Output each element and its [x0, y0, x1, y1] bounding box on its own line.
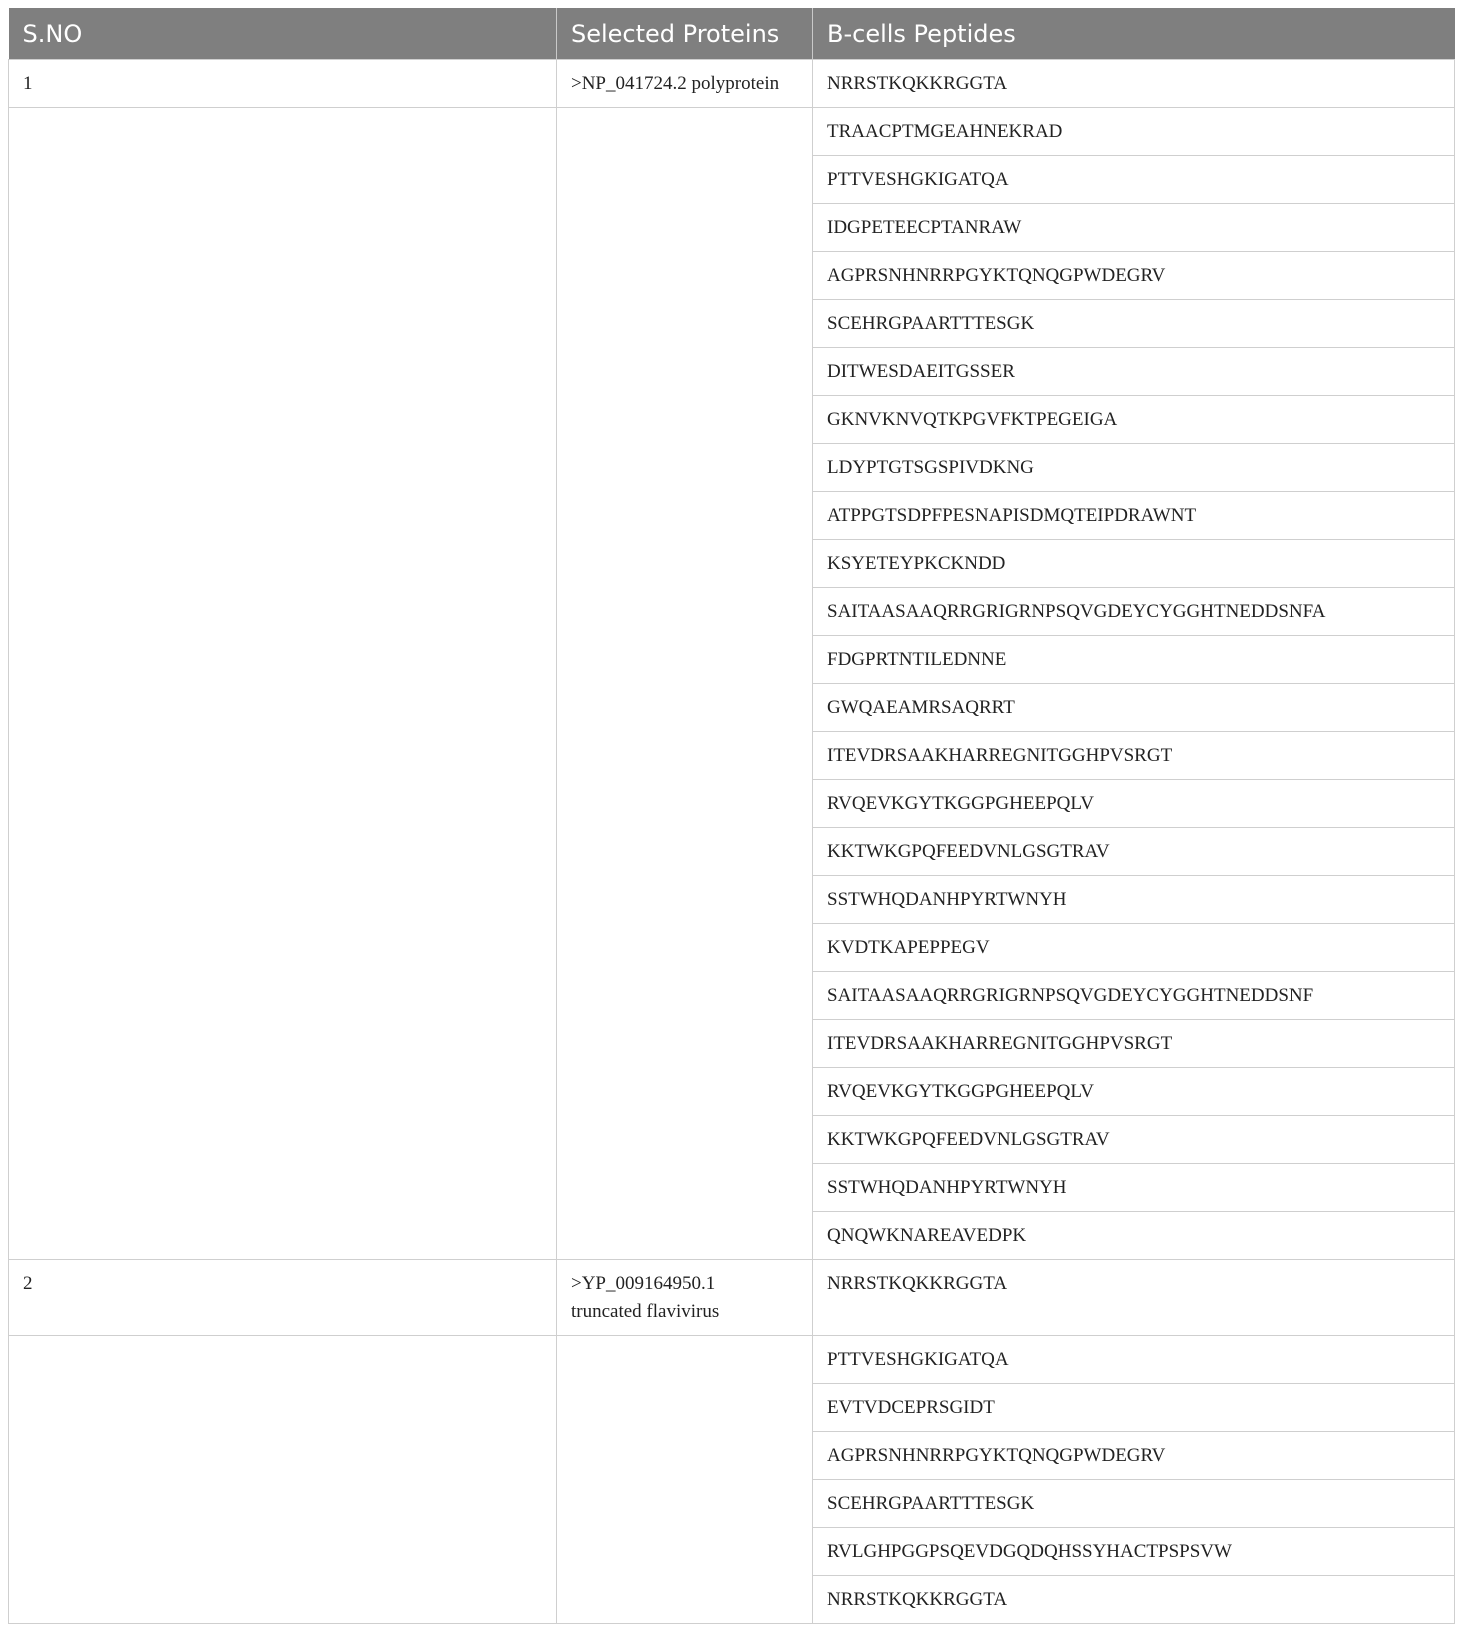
peptide-cell: SCEHRGPAARTTTESGK: [813, 1480, 1455, 1528]
protein-cell: [557, 1260, 813, 1336]
header-selected-proteins: Selected Proteins: [557, 8, 813, 60]
peptide-cell: GKNVKNVQTKPGVFKTPEGEIGA: [813, 396, 1455, 444]
peptide-cell: SSTWHQDANHPYRTWNYH: [813, 1164, 1455, 1212]
table-row: [9, 60, 1455, 108]
sno-cell: 2: [9, 1260, 557, 1336]
peptide-cell: RVLGHPGGPSQEVDGQDQHSSYHACTPSPSVW: [813, 1528, 1455, 1576]
peptide-cell: SSTWHQDANHPYRTWNYH: [813, 876, 1455, 924]
peptide-cell: KSYETEYPKCKNDD: [813, 540, 1455, 588]
peptide-cell: SCEHRGPAARTTTESGK: [813, 300, 1455, 348]
peptide-cell: AGPRSNHNRRPGYKTQNQGPWDEGRV: [813, 1432, 1455, 1480]
peptide-table-container: [8, 8, 1454, 1624]
protein-line: >YP_009164950.1: [571, 1273, 716, 1294]
header-bcell-peptides: B-cells Peptides: [813, 8, 1455, 60]
peptide-cell: SAITAASAAQRRGRIGRNPSQVGDEYCYGGHTNEDDSNF: [813, 972, 1455, 1020]
peptide-cell: ITEVDRSAAKHARREGNITGGHPVSRGT: [813, 732, 1455, 780]
peptide-cell: AGPRSNHNRRPGYKTQNQGPWDEGRV: [813, 252, 1455, 300]
protein-line: truncated flavivirus: [571, 1301, 720, 1322]
peptide-cell: NRRSTKQKKRGGTA: [813, 1260, 1455, 1336]
table-row: [9, 1260, 1455, 1336]
header-sno: S.NO: [9, 8, 557, 60]
peptide-cell: KVDTKAPEPPEGV: [813, 924, 1455, 972]
peptide-cell: FDGPRTNTILEDNNE: [813, 636, 1455, 684]
peptide-cell: ATPPGTSDPFPESNAPISDMQTEIPDRAWNT: [813, 492, 1455, 540]
peptide-cell: IDGPETEECPTANRAW: [813, 204, 1455, 252]
empty-sno-cell: [9, 108, 557, 1260]
peptide-cell: NRRSTKQKKRGGTA: [813, 1576, 1455, 1624]
table-row: [9, 1336, 1455, 1384]
empty-protein-cell: [557, 1336, 813, 1624]
peptide-cell: TRAACPTMGEAHNEKRAD: [813, 108, 1455, 156]
peptide-cell: LDYPTGTSGSPIVDKNG: [813, 444, 1455, 492]
sno-cell: 1: [9, 60, 557, 108]
peptide-cell: KKTWKGPQFEEDVNLGSGTRAV: [813, 1116, 1455, 1164]
empty-sno-cell: [9, 1336, 557, 1624]
peptide-table: [8, 8, 1455, 1624]
peptide-cell: DITWESDAEITGSSER: [813, 348, 1455, 396]
peptide-cell: ITEVDRSAAKHARREGNITGGHPVSRGT: [813, 1020, 1455, 1068]
peptide-cell: NRRSTKQKKRGGTA: [813, 60, 1455, 108]
peptide-cell: PTTVESHGKIGATQA: [813, 156, 1455, 204]
peptide-cell: SAITAASAAQRRGRIGRNPSQVGDEYCYGGHTNEDDSNFA: [813, 588, 1455, 636]
peptide-cell: RVQEVKGYTKGGPGHEEPQLV: [813, 1068, 1455, 1116]
peptide-cell: QNQWKNAREAVEDPK: [813, 1212, 1455, 1260]
peptide-cell: GWQAEAMRSAQRRT: [813, 684, 1455, 732]
empty-protein-cell: [557, 108, 813, 1260]
table-row: [9, 108, 1455, 156]
header-row: [9, 8, 1455, 60]
peptide-cell: PTTVESHGKIGATQA: [813, 1336, 1455, 1384]
peptide-cell: RVQEVKGYTKGGPGHEEPQLV: [813, 780, 1455, 828]
peptide-cell: KKTWKGPQFEEDVNLGSGTRAV: [813, 828, 1455, 876]
peptide-cell: EVTVDCEPRSGIDT: [813, 1384, 1455, 1432]
protein-cell: >NP_041724.2 polyprotein: [557, 60, 813, 108]
